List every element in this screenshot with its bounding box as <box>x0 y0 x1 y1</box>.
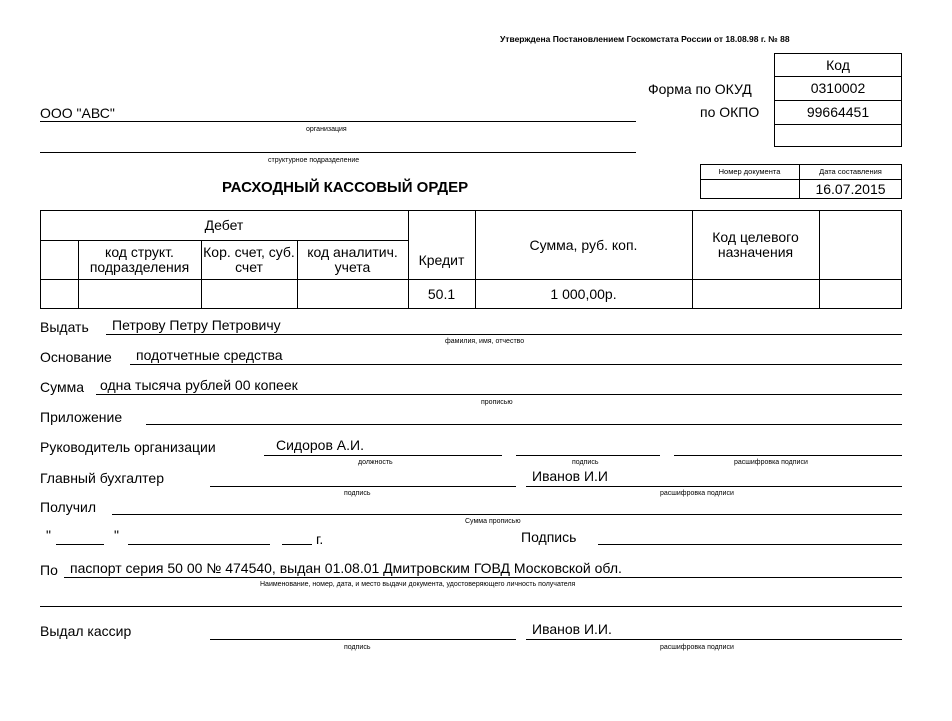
organization-caption: организация <box>306 126 347 133</box>
approval-note: Утверждена Постановлением Госкомстата России от 18.08.98 г. № 88 <box>500 34 790 44</box>
sum-caption: прописью <box>481 399 513 406</box>
cashier-label: Выдал кассир <box>40 623 132 639</box>
division-caption: структурное подразделение <box>268 157 360 164</box>
issue-caption: фамилия, имя, отчество <box>445 338 525 345</box>
cashier-signature-caption: подпись <box>344 644 371 651</box>
document-title: РАСХОДНЫЙ КАССОВЫЙ ОРДЕР <box>222 179 469 196</box>
col-purpose: Код целевого назначения <box>712 229 799 260</box>
col-sum: Сумма, руб. коп. <box>529 236 638 253</box>
chief-decode-caption: расшифровка подписи <box>660 490 734 497</box>
issue-label: Выдать <box>40 319 89 335</box>
okpo-value: 99664451 <box>806 104 870 121</box>
head-position-caption: должность <box>358 459 393 466</box>
doc-number <box>700 180 799 199</box>
received-label: Получил <box>40 499 96 515</box>
doc-date: 16.07.2015 <box>815 181 886 198</box>
okud-label: Форма по ОКУД <box>648 81 752 97</box>
sign-label: Подпись <box>521 529 577 545</box>
code-header: Код <box>826 56 850 73</box>
row-sum: 1 000,00р. <box>550 286 617 303</box>
col-division: код структ. подразделения <box>89 244 190 275</box>
quote-open: " <box>46 527 51 543</box>
quote-close: " <box>114 527 119 543</box>
debit-header: Дебет <box>204 217 244 234</box>
cashier-name: Иванов И.И. <box>532 621 612 637</box>
passport-value: паспорт серия 50 00 № 474540, выдан 01.08.01 Дмитровским ГОВД Московской обл. <box>70 560 622 576</box>
passport-caption: Наименование, номер, дата, и место выдачи документа, удостоверяющего личность получателя <box>260 581 576 588</box>
head-decode-caption: расшифровка подписи <box>734 459 808 466</box>
chief-signature-caption: подпись <box>344 490 371 497</box>
received-caption: Сумма прописью <box>465 518 521 525</box>
head-label: Руководитель организации <box>40 439 216 455</box>
col-analytic: код аналитич. учета <box>307 244 398 275</box>
chief-label: Главный бухгалтер <box>40 470 164 486</box>
organization-name: ООО "АВС" <box>40 105 115 121</box>
basis-label: Основание <box>40 349 112 365</box>
sum-value: одна тысяча рублей 00 копеек <box>100 377 298 393</box>
col-credit: Кредит <box>418 251 465 268</box>
doc-date-header: Дата составления <box>819 167 882 177</box>
head-name: Сидоров А.И. <box>276 437 364 453</box>
chief-name: Иванов И.И <box>532 468 608 484</box>
okpo-label: по ОКПО <box>700 104 760 120</box>
head-signature-caption: подпись <box>572 459 599 466</box>
row-credit: 50.1 <box>427 286 456 303</box>
appendix-label: Приложение <box>40 409 123 425</box>
doc-number-header: Номер документа <box>718 167 781 177</box>
by-label: По <box>40 562 58 578</box>
issue-value: Петрову Петру Петровичу <box>112 317 281 333</box>
col-account: Кор. счет, суб. счет <box>203 244 295 275</box>
cashier-decode-caption: расшифровка подписи <box>660 644 734 651</box>
sum-label: Сумма <box>40 379 84 395</box>
year-suffix: г. <box>316 531 324 547</box>
basis-value: подотчетные средства <box>136 347 283 363</box>
okud-value: 0310002 <box>810 80 866 97</box>
